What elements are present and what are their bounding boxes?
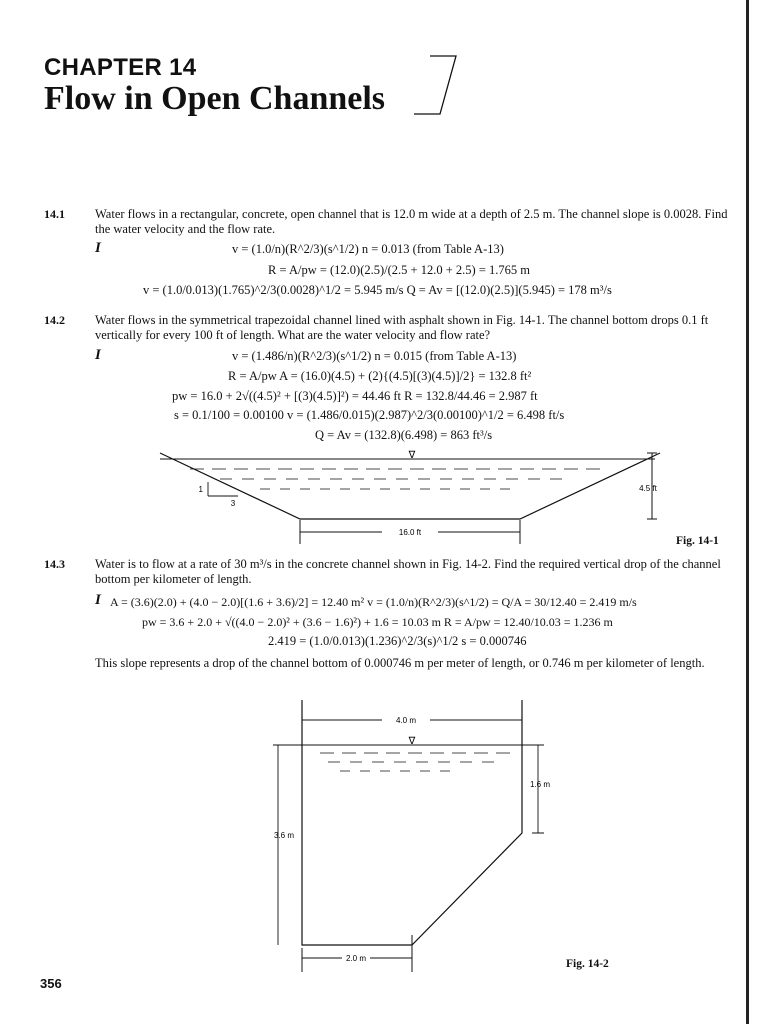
equation-line: R = A/pw A = (16.0)(4.5) + (2){(4.5)[(3)(4.5)]/2} = 132.8 ft² (228, 369, 532, 383)
depth-label: 4.5 ft (639, 484, 657, 493)
title-bracket-mark (410, 52, 460, 122)
equation-line: R = A/pw = (12.0)(2.5)/(2.5 + 12.0 + 2.5) = 1.765 m (268, 263, 530, 277)
slope-vertical-label: 1 (198, 485, 203, 494)
problem-number: 14.2 (44, 313, 65, 327)
equation-line: pw = 16.0 + 2√((4.5)² + [(3)(4.5)]²) = 44.46 ft R = 132.8/44.46 = 2.987 ft (172, 389, 538, 403)
page-edge-shadow (746, 0, 749, 1024)
surface-symbol: ∇ (408, 450, 416, 461)
solution-mark: I (95, 240, 101, 256)
chapter-title: Flow in Open Channels (44, 80, 386, 117)
equation-line: v = (1.0/0.013)(1.765)^2/3(0.0028)^1/2 = 5.945 m/s Q = Av = [(12.0)(2.5)](5.945) = 178 m³/s (143, 283, 612, 297)
bottom-width-label: 16.0 ft (398, 528, 422, 537)
solution-mark: I (95, 592, 101, 608)
slope-horizontal-label: 3 (230, 499, 236, 508)
bottom-width-label: 2.0 m (345, 954, 367, 963)
page-number: 356 (40, 976, 62, 991)
equation-line: Q = Av = (132.8)(6.498) = 863 ft³/s (315, 428, 493, 442)
equation-line: 2.419 = (1.0/0.013)(1.236)^2/3(s)^1/2 s = 0.000746 (268, 634, 527, 648)
figure-caption: Fig. 14-2 (566, 958, 609, 970)
equation-line: v = (1.0/n)(R^2/3)(s^1/2) n = 0.013 (from Table A-13) (232, 242, 504, 256)
problem-statement: Water flows in the symmetrical trapezoidal channel lined with asphalt shown in Fig. 14-1. The channel bottom drops 0.1 ft vertically for every 100 ft of length. What are the water velocity and flow rate? (95, 313, 709, 342)
figure-14-2 (270, 690, 560, 975)
conclusion-text: This slope represents a drop of the channel bottom of 0.000746 m per meter of length, or 0.746 m per kilometer of length. (95, 656, 705, 670)
figure-caption: Fig. 14-1 (676, 535, 719, 547)
problem-statement: Water flows in a rectangular, concrete, open channel that is 12.0 m wide at a depth of 2.5 m. The channel slope is 0.0028. Find the water velocity and the flow rate. (95, 207, 728, 236)
left-depth-label: 3.6 m (273, 831, 295, 840)
top-width-label: 4.0 m (395, 716, 417, 725)
solution-mark: I (95, 347, 101, 363)
right-depth-label: 1.6 m (529, 780, 551, 789)
equation-line: pw = 3.6 + 2.0 + √((4.0 − 2.0)² + (3.6 − 1.6)²) + 1.6 = 10.03 m R = A/pw = 12.40/10.03 = 1.236 m (142, 615, 613, 629)
channel-outline (160, 453, 660, 519)
problem-number: 14.3 (44, 557, 65, 571)
surface-symbol: ∇ (408, 736, 416, 747)
equation-line: A = (3.6)(2.0) + (4.0 − 2.0)[(1.6 + 3.6)/2] = 12.40 m² v = (1.0/n)(R^2/3)(s^1/2) = Q/A = 30/12.40 = 2.419 m/s (110, 595, 637, 609)
problem-number: 14.1 (44, 207, 65, 221)
equation-line: s = 0.1/100 = 0.00100 v = (1.486/0.015)(2.987)^2/3(0.00100)^1/2 = 6.498 ft/s (174, 408, 565, 422)
figure-14-1 (150, 442, 670, 552)
equation-line: v = (1.486/n)(R^2/3)(s^1/2) n = 0.015 (from Table A-13) (232, 349, 517, 363)
problem-statement: Water is to flow at a rate of 30 m³/s in the concrete channel shown in Fig. 14-2. Find the required vertical drop of the channel bottom per kilometer of length. (95, 557, 721, 586)
chapter-label: CHAPTER 14 (44, 54, 197, 81)
